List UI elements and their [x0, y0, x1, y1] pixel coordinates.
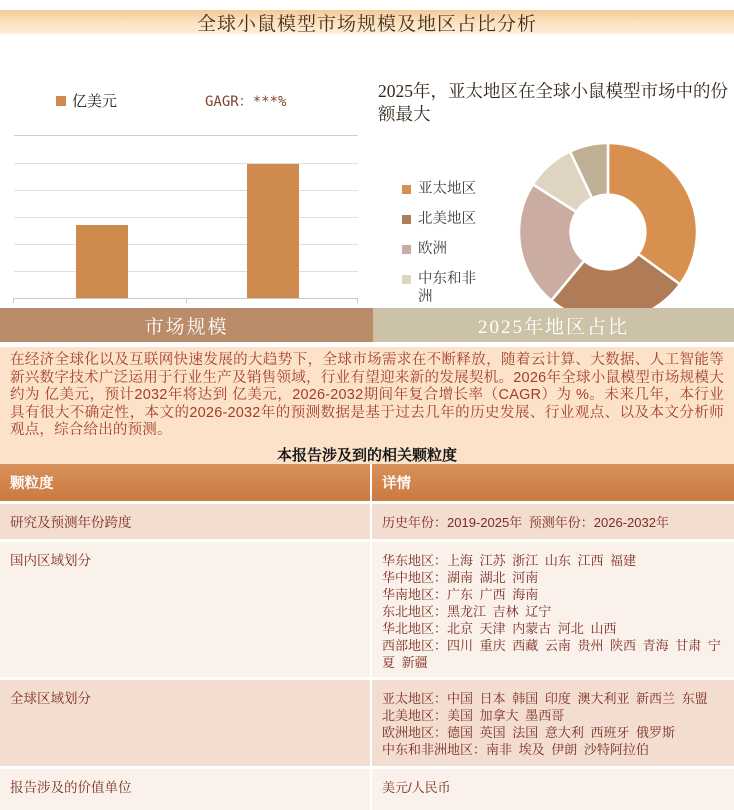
gridline — [14, 163, 358, 164]
detail-line: 华南地区：广东 广西 海南 — [382, 587, 539, 602]
summary-paragraph: 在经济全球化以及互联网快速发展的大趋势下，全球市场需求在不断释放，随着云计算、大数据、人工智能等新兴数字技术广泛运用于行业生产及销售领域，行业有望迎来新的发展契机。2026年全球小鼠模型市场规模大约为 亿美元，预计2032年将达到 亿美元，2026-2032期间年复合增长率（CAGR）为 %。未来几年，本行业具有很大不确定性，本文的2026-2032年的预测数据是基于过去几年的历史发展、行业观点、以及本文分析师观点，综合给出的预测。 — [10, 352, 724, 439]
detail-line: 美元/人民币 — [382, 780, 451, 795]
table-row — [0, 677, 734, 766]
table-cell-granularity: 研究及预测年份跨度 — [0, 504, 372, 539]
table-cell-detail — [372, 769, 734, 810]
bar-2025 — [76, 225, 128, 298]
legend-label: 欧洲 — [418, 241, 447, 257]
granularity-table — [0, 464, 734, 810]
donut-svg — [517, 141, 699, 323]
legend-swatch — [402, 185, 411, 194]
table-row — [0, 539, 734, 677]
detail-line: 华中地区：湖南 湖北 河南 — [382, 570, 539, 585]
table-header-granularity: 颗粒度 — [0, 464, 372, 501]
section-tabs — [0, 308, 734, 342]
detail-line: 欧洲地区：德国 英国 法国 意大利 西班牙 俄罗斯 — [382, 725, 676, 740]
detail-line: 亚太地区：中国 日本 韩国 印度 澳大利亚 新西兰 东盟 — [382, 691, 708, 706]
gridline — [14, 271, 358, 272]
detail-line: 中东和非洲地区：南非 埃及 伊朗 沙特阿拉伯 — [382, 742, 649, 757]
tab-market-size[interactable]: 市场规模 — [0, 308, 373, 342]
axis-tick — [357, 298, 358, 303]
bar-plot — [14, 135, 358, 299]
legend-item — [402, 180, 486, 198]
cagr-annotation: GAGR：***% — [205, 94, 287, 110]
gridline — [14, 190, 358, 191]
gridline — [14, 217, 358, 218]
axis-tick — [13, 298, 14, 303]
legend-item — [402, 240, 486, 258]
page-title: 全球小鼠模型市场规模及地区占比分析 — [196, 13, 537, 35]
legend-label: 中东和非洲 — [418, 271, 476, 305]
axis-tick — [186, 298, 187, 303]
legend-label: 亚太地区 — [418, 181, 476, 197]
tab-region-share[interactable]: 2025年地区占比 — [373, 308, 734, 342]
table-body — [0, 501, 734, 810]
legend-item — [402, 210, 486, 228]
table-cell-detail — [372, 504, 734, 539]
table-title: 本报告涉及到的相关颗粒度 — [276, 446, 457, 464]
header-band — [0, 10, 734, 34]
table-row — [0, 766, 734, 810]
detail-line: 北美地区：美国 加拿大 墨西哥 — [382, 708, 565, 723]
legend-swatch — [402, 245, 411, 254]
summary-section — [0, 347, 734, 464]
table-header-row — [0, 464, 734, 501]
gridline — [14, 244, 358, 245]
table-cell-detail — [372, 542, 734, 677]
detail-line: 西部地区：四川 重庆 西藏 云南 贵州 陕西 青海 甘肃 宁夏 新疆 — [382, 638, 721, 670]
detail-line: 历史年份：2019-2025年 预测年份：2026-2032年 — [382, 515, 669, 530]
table-cell-granularity: 全球区域划分 — [0, 680, 372, 766]
legend-label: 北美地区 — [418, 211, 476, 227]
legend-swatch — [402, 275, 411, 284]
detail-line: 华北地区：北京 天津 内蒙古 河北 山西 — [382, 621, 617, 636]
bar-2032 — [247, 164, 299, 298]
table-cell-detail — [372, 680, 734, 766]
legend-item — [402, 270, 486, 306]
legend-swatch — [402, 215, 411, 224]
donut-legend — [402, 180, 486, 318]
detail-line: 华东地区：上海 江苏 浙江 山东 江西 福建 — [382, 553, 637, 568]
charts-row — [0, 34, 734, 305]
bar-legend — [56, 90, 117, 111]
table-cell-granularity: 报告涉及的价值单位 — [0, 769, 372, 810]
table-header-detail: 详情 — [382, 476, 411, 492]
bar-legend-label: 亿美元 — [72, 93, 118, 110]
donut-title: 2025年，亚太地区在全球小鼠模型市场中的份额最大 — [378, 81, 728, 124]
bar-legend-swatch — [56, 96, 66, 106]
table-row — [0, 501, 734, 539]
table-cell-granularity: 国内区域划分 — [0, 542, 372, 677]
detail-line: 东北地区：黑龙江 吉林 辽宁 — [382, 604, 552, 619]
